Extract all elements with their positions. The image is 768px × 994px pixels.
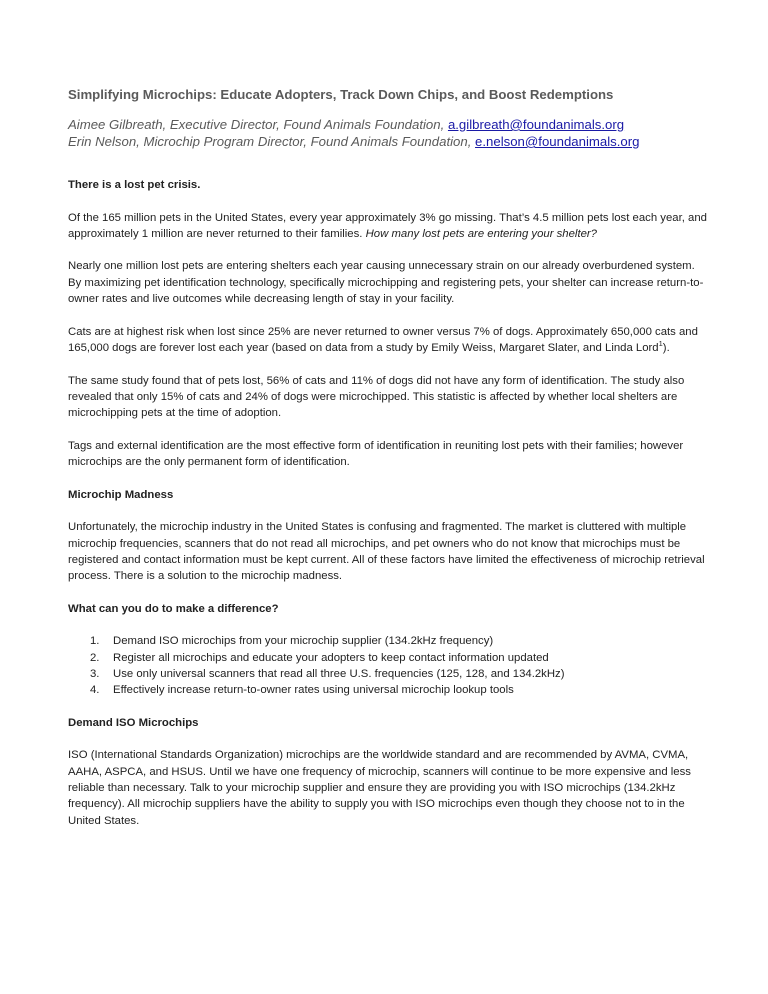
document-body [68,177,708,829]
list-item-text: Use only universal scanners that read all three U.S. frequencies (125, 128, and 134.2kHz) [113,667,565,680]
emphasis-question: How many lost pets are entering your shelter? [365,227,597,240]
document-content [68,86,708,845]
paragraph: The same study found that of pets lost, 56% of cats and 11% of dogs did not have any form of identification. The study also revealed that only 15% of cats and 24% of dogs were microchipped. This statistic is affected by whether local shelters are microchipping pets at the time of adoption. [68,374,685,420]
numbered-list [68,633,708,698]
list-item [68,666,708,682]
paragraph: Tags and external identification are the most effective form of identification in reuniting lost pets with their families; however microchips are the only permanent form of identification. [68,439,684,469]
paragraph: ISO (International Standards Organization) microchips are the worldwide standard and are recommended by AVMA, CVMA, AAHA, ASPCA, and HSUS. Until we have one frequency of microchip, scanners will continue to be more expensive and less reliable than necessary. Talk to your microchip supplier and ensure they are providing you with ISO microchips (134.2kHz frequency). All microchip suppliers have the ability to supply you with ISO microchips even though they choose not to in the United States. [68,749,691,827]
paragraph-text: Of the 165 million pets in the United States, every year approximately 3% go missing. That’s 4.5 million pets lost each year, and approximately 1 million are never returned to their families. [68,211,707,240]
section-heading: Microchip Madness [68,488,174,501]
author-name-role: Aimee Gilbreath, Executive Director, Found Animals Foundation, [68,117,448,132]
paragraph: Unfortunately, the microchip industry in the United States is confusing and fragmented. The market is cluttered with multiple microchip frequencies, scanners that do not read all microchips, and pet owners who do not know that microchips must be registered and contact information must be kept current. All of these factors have limited the effectiveness of microchip retrieval process. There is a solution to the microchip madness. [68,521,705,583]
list-item-text: Demand ISO microchips from your microchip supplier (134.2kHz frequency) [113,635,494,648]
list-item [68,633,708,649]
paragraph [68,210,708,243]
author-block [68,116,708,150]
section-heading: Demand ISO Microchips [68,716,199,729]
paragraph: Nearly one million lost pets are entering shelters each year causing unnecessary strain on our already overburdened system. By maximizing pet identification technology, specifically microchipping and registering pets, your shelter can increase return-to-owner rates and live outcomes while decreasing length of stay in your facility. [68,260,704,306]
list-item [68,650,708,666]
list-number: 2. [90,651,100,664]
list-number: 4. [90,684,100,697]
author-email-link[interactable]: a.gilbreath@foundanimals.org [447,117,625,132]
list-item-text: Register all microchips and educate your adopters to keep contact information updated [113,651,549,664]
section-heading: There is a lost pet crisis. [68,179,201,191]
list-item [68,682,708,698]
author-email-link[interactable]: e.nelson@foundanimals.org [475,134,640,149]
section-heading: What can you do to make a difference? [68,602,279,615]
paragraph [68,324,708,357]
author-name-role: Erin Nelson, Microchip Program Director, Found Animals Foundation, [68,134,476,149]
document-title: Simplifying Microchips: Educate Adopters, Track Down Chips, and Boost Redemptions [68,87,614,102]
author-line [68,116,708,133]
paragraph-text-end: ). [662,341,670,354]
list-number: 3. [90,667,100,680]
author-line [68,133,708,150]
footnote-marker: 1 [658,339,663,349]
list-number: 1. [90,635,100,648]
paragraph-text: Cats are at highest risk when lost since 25% are never returned to owner versus 7% of dogs. Approximately 650,000 cats and 165,000 dogs are forever lost each year (based on data from a study by Emily Weiss, Margaret Slater, and Linda Lord [68,325,698,354]
list-item-text: Effectively increase return-to-owner rates using universal microchip lookup tools [113,684,514,697]
